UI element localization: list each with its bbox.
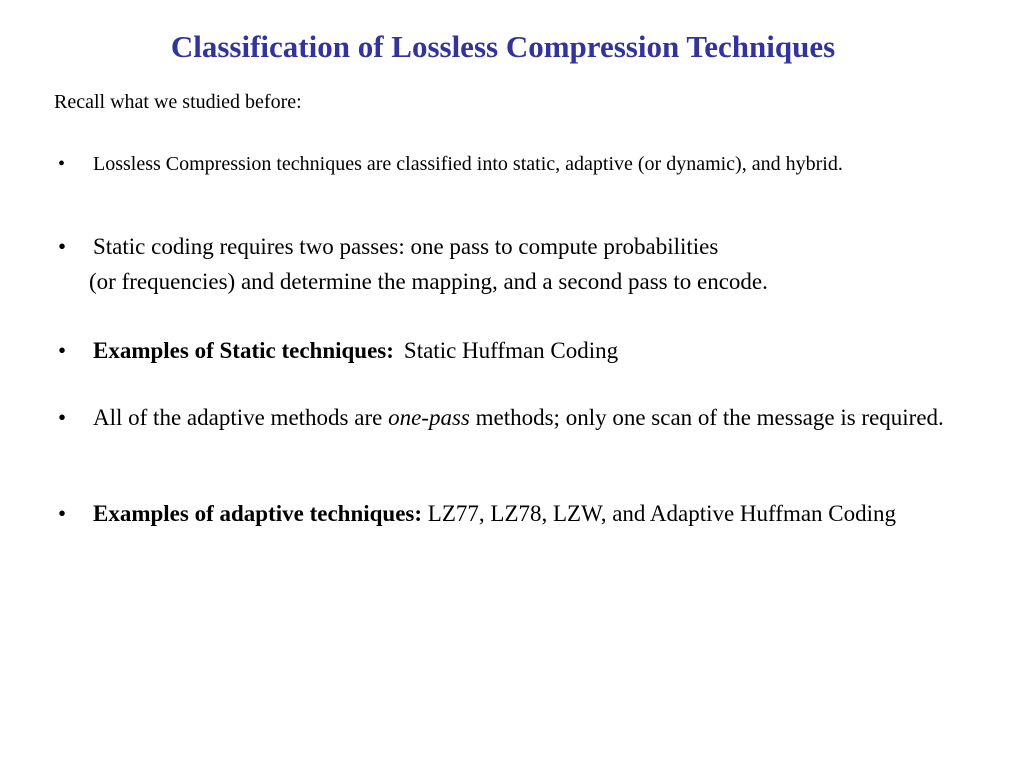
bullet-text: [93, 337, 994, 365]
bullet-body: Static Huffman Coding: [403, 338, 619, 363]
bullet-text: [89, 233, 994, 296]
bullet-label: Examples of Static techniques:: [93, 338, 394, 363]
bullet-marker: •: [58, 234, 67, 259]
intro-text: Recall what we studied before:: [54, 91, 302, 113]
bullet-marker: •: [58, 405, 67, 430]
bullet-adaptive-methods: [54, 404, 994, 432]
bullet-text: Lossless Compression techniques are classified into static, adaptive (or dynamic), and hybrid.: [93, 153, 843, 175]
bullet-line-2: (or frequencies) and determine the mapping, and a second pass to encode.: [89, 269, 768, 294]
bullet-adaptive-examples: [54, 500, 994, 528]
bullet-line-1: Static coding requires two passes: one pass to compute probabilities: [93, 234, 719, 259]
bullet-text: [93, 404, 994, 432]
bullet-static-coding: [54, 233, 994, 296]
bullet-body: LZ77, LZ78, LZW, and Adaptive Huffman Coding: [427, 501, 897, 526]
bullet-label: Examples of adaptive techniques:: [93, 501, 423, 526]
bullet-text-before: All of the adaptive methods are: [93, 405, 383, 430]
bullet-text: [93, 500, 913, 528]
bullet-static-examples: [54, 337, 994, 365]
bullet-classification: [54, 152, 994, 176]
bullet-marker: •: [58, 501, 67, 526]
slide-title: Classification of Lossless Compression Techniques: [170, 29, 836, 64]
bullet-marker: •: [58, 153, 66, 175]
bullet-emphasis: one-pass: [388, 405, 470, 430]
bullet-marker: •: [58, 338, 67, 363]
bullet-text-after: methods; only one scan of the message is required.: [475, 405, 944, 430]
